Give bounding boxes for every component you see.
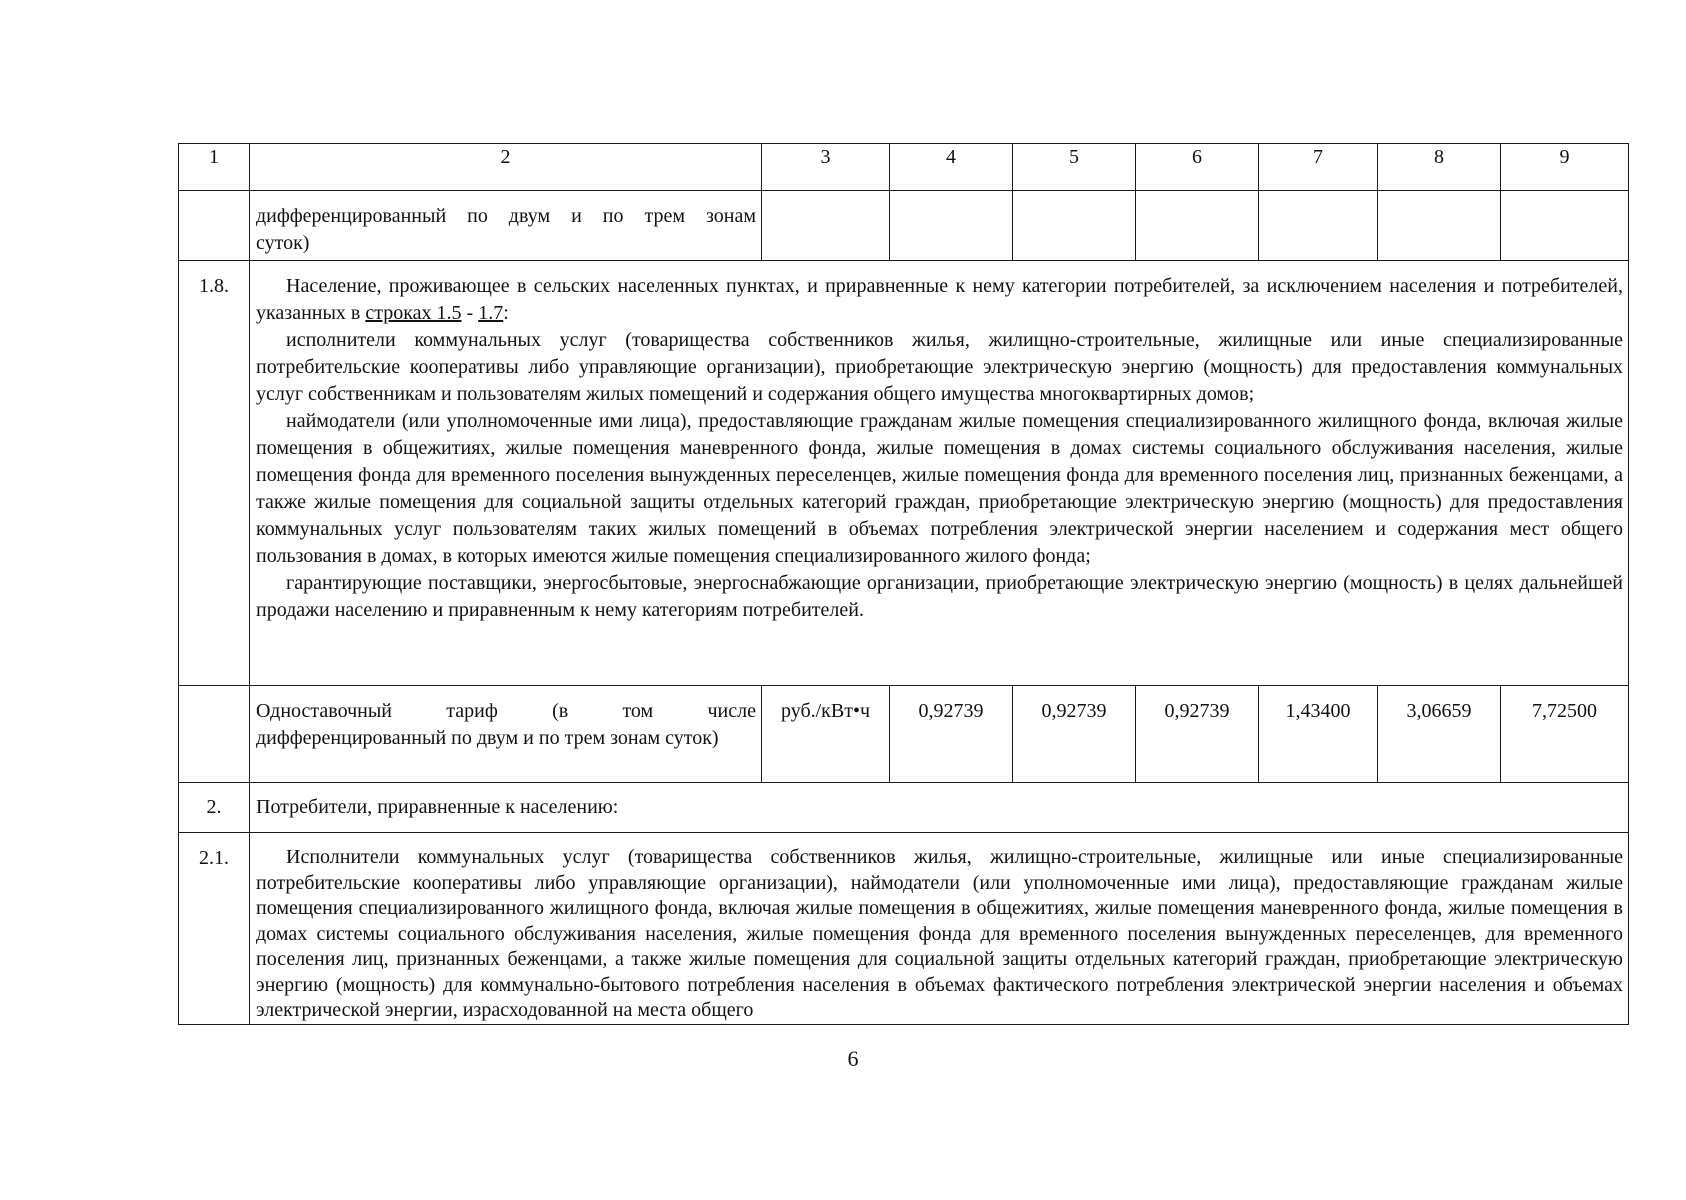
continuation-text — [250, 191, 762, 261]
colon-text: : — [503, 302, 509, 324]
column-number: 6 — [1136, 144, 1259, 191]
continuation-line-2: суток) — [256, 232, 310, 254]
empty-cell — [762, 191, 890, 261]
empty-cell — [1013, 191, 1136, 261]
paragraph-landlords: наймодатели (или уполномоченные ими лица), предоставляющие гражданам жилые помещения специализированного жилищного фонда, включая жилые помещения в общежитиях, жилые помещения маневренного фонда, жилые помещения в домах системы социального обслуживания населения, жилые помещения фонда для временного поселения вынужденных переселенцев, жилые помещения фонда для временного поселения лиц, признанных беженцами, а также жилые помещения для социальной защиты отдельных категорий граждан, приобретающие электрическую энергию (мощность) для предоставления коммунальных услуг пользователям таких жилых помещений в объемах потребления электрической энергии населением и содержания мест общего пользования в домах, в которых имеются жилые помещения специализированного жилого фонда; — [256, 410, 1623, 567]
tariff-values-row — [179, 686, 1629, 783]
paragraph-utility-providers: исполнители коммунальных услуг (товарищества собственников жилья, жилищно-строительные, жилищные или иные специализированные потребительские кооперативы либо управляющие организации), приобретающие электрическую энергию (мощность) для предоставления коммунальных услуг собственникам и пользователям жилых помещений и содержания общего имущества многоквартирных домов; — [256, 329, 1623, 405]
link-row-1-5[interactable]: строках 1.5 — [365, 302, 462, 324]
tariff-value: 3,06659 — [1378, 686, 1501, 783]
section-1-8-row — [179, 261, 1629, 686]
column-number: 2 — [250, 144, 762, 191]
paragraph-text: Население, проживающее в сельских населенных пунктах, и приравненные к нему категории потребителей, за исключением населения и потребителей, указанных в — [256, 275, 1623, 324]
tariff-value: 7,72500 — [1501, 686, 1629, 783]
empty-cell — [1378, 191, 1501, 261]
section-2-1-description — [250, 833, 1629, 1025]
tariff-value: 1,43400 — [1259, 686, 1378, 783]
empty-cell — [1136, 191, 1259, 261]
empty-cell — [179, 686, 250, 783]
continuation-line-1: дифференцированный по двум и по трем зонам — [256, 205, 756, 227]
tariff-value: 0,92739 — [890, 686, 1013, 783]
paragraph-population — [256, 273, 1623, 327]
column-number: 5 — [1013, 144, 1136, 191]
continuation-row — [179, 191, 1629, 261]
section-1-8-description — [250, 261, 1629, 686]
row-number: 2.1. — [179, 833, 250, 1025]
row-number: 2. — [179, 783, 250, 833]
tariff-label-rest: дифференцированный по двум и по трем зонам суток) — [256, 727, 719, 749]
tariff-label-line-1: Одноставочный тариф (в том числе — [256, 700, 756, 722]
tariff-unit: руб./кВт•ч — [762, 686, 890, 783]
tariff-label — [250, 686, 762, 783]
column-number: 8 — [1378, 144, 1501, 191]
section-2-title: Потребители, приравненные к населению: — [250, 783, 1629, 833]
tariff-table — [178, 143, 1629, 1025]
link-row-1-7[interactable]: 1.7 — [478, 302, 504, 324]
column-number: 1 — [179, 144, 250, 191]
paragraph-suppliers: гарантирующие поставщики, энергосбытовые, энергоснабжающие организации, приобретающие электрическую энергию (мощность) в целях дальнейшей продажи населению и приравненным к нему категориям потребителей. — [256, 572, 1623, 621]
section-2-row — [179, 783, 1629, 833]
empty-cell — [1259, 191, 1378, 261]
tariff-value: 0,92739 — [1013, 686, 1136, 783]
dash-text: - — [461, 302, 479, 324]
row-number: 1.8. — [179, 261, 250, 686]
column-number: 9 — [1501, 144, 1629, 191]
empty-cell — [890, 191, 1013, 261]
column-number: 3 — [762, 144, 890, 191]
page-number: 6 — [847, 1046, 859, 1071]
empty-cell — [1501, 191, 1629, 261]
section-2-1-row — [179, 833, 1629, 1025]
column-number: 4 — [890, 144, 1013, 191]
paragraph-equated-consumers: Исполнители коммунальных услуг (товарищества собственников жилья, жилищно-строительные, жилищные или иные специализированные потребительские кооперативы либо управляющие организации), наймодатели (или уполномоченные ими лица), предоставляющие гражданам жилые помещения специализированного жилищного фонда, включая жилые помещения в общежитиях, жилые помещения маневренного фонда, жилые помещения в домах системы социального обслуживания населения, жилые помещения фонда для временного поселения вынужденных переселенцев, для временного поселения лиц, признанных беженцами, а также жилые помещения для социальной защиты отдельных категорий граждан, приобретающие электрическую энергию (мощность) для коммунально-бытового потребления населения в объемах фактического потребления электрической энергии населения и объемах электрической энергии, израсходованной на места общего — [256, 846, 1623, 1021]
tariff-value: 0,92739 — [1136, 686, 1259, 783]
empty-cell — [179, 191, 250, 261]
column-number: 7 — [1259, 144, 1378, 191]
column-number-row — [179, 144, 1629, 191]
